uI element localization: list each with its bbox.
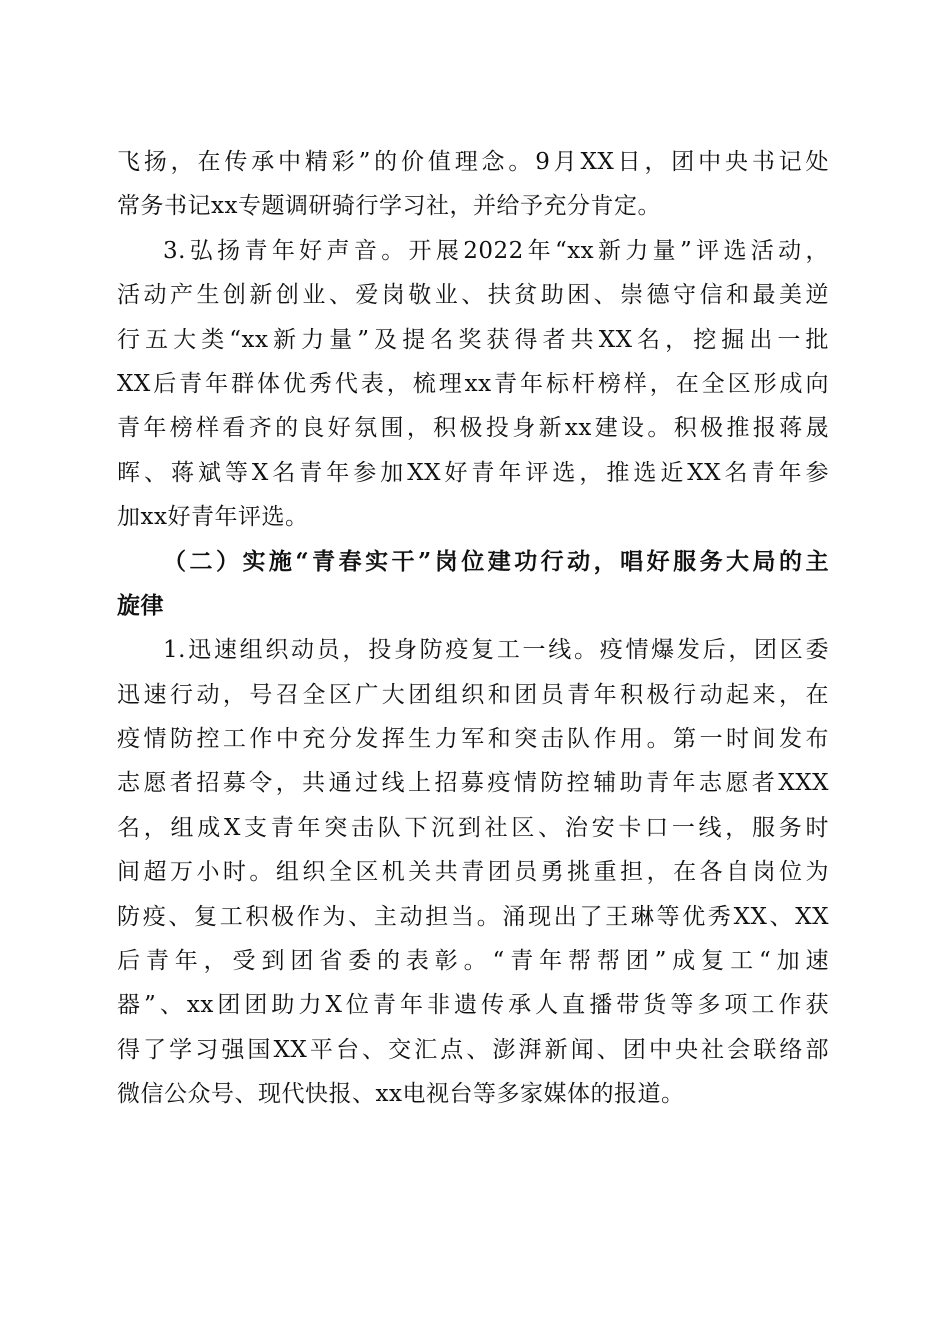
text-line: 后青年，受到团省委的表彰。“青年帮帮团”成复工“加速 [117,948,829,975]
text-line: 得了学习强国XX平台、交汇点、澎湃新闻、团中央社会联络部 [117,1036,829,1063]
text-line: 3.弘扬青年好声音。开展2022年“xx新力量”评选活动， [163,237,829,264]
heading-line: 旋律 [117,591,164,619]
text-line: 飞扬，在传承中精彩”的价值理念。9月XX日，团中央书记处 [117,149,829,175]
text-line: 行五大类“xx新力量”及提名奖获得者共XX名，挖掘出一批 [117,326,829,353]
text-line: 常务书记xx专题调研骑行学习社，并给予充分肯定。 [117,193,661,220]
text-line: 青年榜样看齐的良好氛围，积极投身新xx建设。积极推报蒋晟 [117,415,829,442]
text-line: 迅速行动，号召全区广大团组织和团员青年积极行动起来，在 [117,681,829,708]
text-line: 志愿者招募令，共通过线上招募疫情防控辅助青年志愿者XXX [117,770,829,797]
text-line: 微信公众号、现代快报、xx电视台等多家媒体的报道。 [117,1081,685,1108]
paragraph-item-1 [117,628,829,1116]
text-line: 1.迅速组织动员，投身防疫复工一线。疫情爆发后，团区委 [163,637,829,664]
text-line: 加xx好青年评选。 [117,504,309,531]
section-heading-2 [117,540,829,629]
text-line: 名，组成X支青年突击队下沉到社区、治安卡口一线，服务时 [117,814,829,841]
text-line: 晖、蒋斌等X名青年参加XX好青年评选，推选近XX名青年参 [117,459,829,486]
text-line: 活动产生创新创业、爱岗敬业、扶贫助困、崇德守信和最美逆 [117,282,829,309]
text-line: 防疫、复工积极作为、主动担当。涌现出了王琳等优秀XX、XX [117,903,829,930]
paragraph-item-3 [117,229,829,540]
document-page [117,140,829,1117]
text-line: 间超万小时。组织全区机关共青团员勇挑重担，在各自岗位为 [117,859,829,886]
text-line: 器”、xx团团助力X位青年非遗传承人直播带货等多项工作获 [117,992,829,1019]
text-line: XX后青年群体优秀代表，梳理xx青年标杆榜样，在全区形成向 [117,370,829,397]
text-line: 疫情防控工作中充分发挥生力军和突击队作用。第一时间发布 [117,726,829,753]
heading-line: （二）实施“青春实干”岗位建功行动，唱好服务大局的主 [163,547,829,575]
paragraph-continuation [117,140,829,229]
